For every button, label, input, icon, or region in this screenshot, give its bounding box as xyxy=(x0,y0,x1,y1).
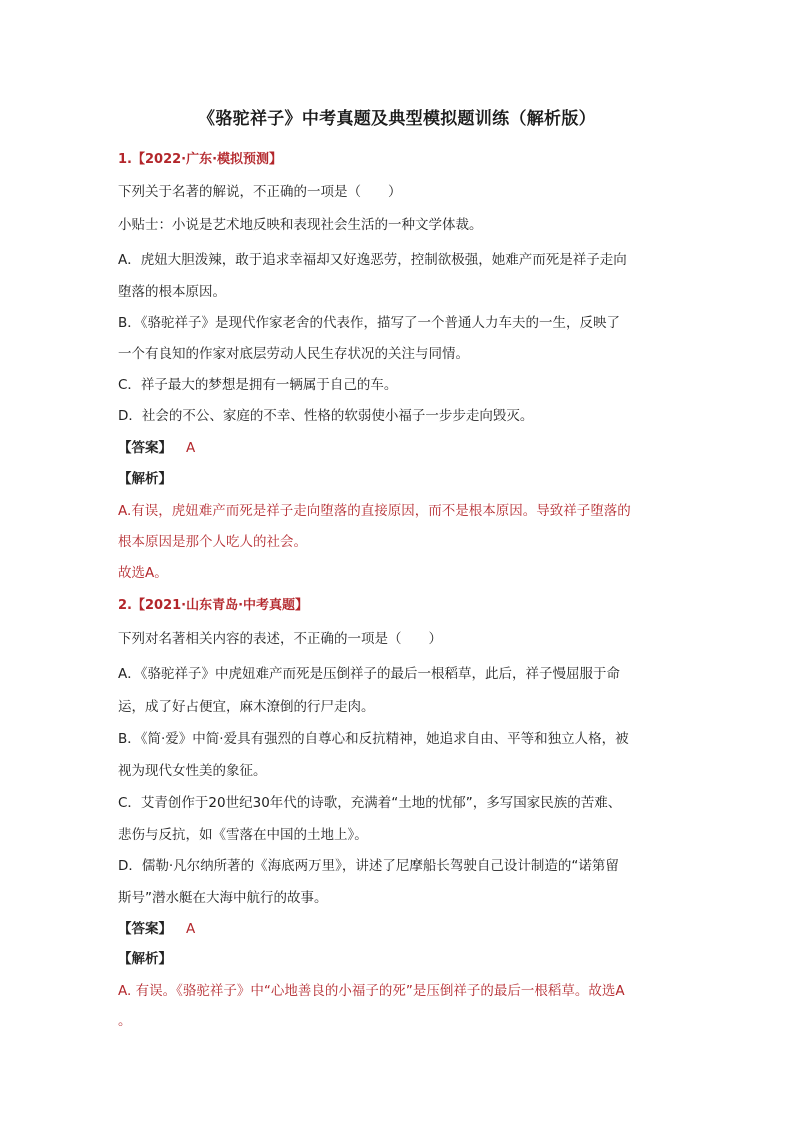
question-1-tip: 小贴士：小说是艺术地反映和表现社会生活的一种文学体裁。 xyxy=(118,217,483,233)
question-1-analysis-label: 【解析】 xyxy=(118,471,172,487)
question-1-option-line: C．祥子最大的梦想是拥有一辆属于自己的车。 xyxy=(118,377,398,393)
answer-label: 【答案】 xyxy=(118,440,172,456)
question-2-option-line: D．儒勒·凡尔纳所著的《海底两万里》，讲述了尼摩船长驾驶自己设计制造的“诺第留 xyxy=(118,858,619,874)
answer-value: A xyxy=(186,440,196,456)
question-1-option-line: A．虎妞大胆泼辣，敢于追求幸福却又好逸恶劳，控制欲极强，她难产而死是祥子走向 xyxy=(118,252,627,268)
question-2-analysis-line: 。 xyxy=(118,1013,132,1029)
question-2-stem: 下列对名著相关内容的表述，不正确的一项是（ ） xyxy=(118,631,442,647)
question-2-option-line: 视为现代女性美的象征。 xyxy=(118,763,267,779)
question-2-answer xyxy=(118,917,195,937)
answer-value: A xyxy=(186,921,196,937)
question-1-option-line: 堕落的根本原因。 xyxy=(118,284,226,300)
question-2-option-line: B．《简·爱》中简·爱具有强烈的自尊心和反抗精神，她追求自由、平等和独立人格，被 xyxy=(118,731,629,747)
question-1-option-line: 一个有良知的作家对底层劳动人民生存状况的关注与同情。 xyxy=(118,346,469,362)
question-1-answer xyxy=(118,436,195,456)
question-2-header: 2.【2021·山东青岛·中考真题】 xyxy=(118,598,309,613)
question-1-option-line: B．《骆驼祥子》是现代作家老舍的代表作，描写了一个普通人力车夫的一生，反映了 xyxy=(118,315,621,331)
question-2-option-line: 运，成了好占便宜，麻木潦倒的行尸走肉。 xyxy=(118,699,375,715)
document-title: 《骆驼祥子》中考真题及典型模拟题训练（解析版） xyxy=(198,109,596,129)
question-1-header: 1.【2022·广东·模拟预测】 xyxy=(118,152,283,167)
question-1-stem: 下列关于名著的解说，不正确的一项是（ ） xyxy=(118,184,402,200)
question-1-analysis-line: A.有误，虎妞难产而死是祥子走向堕落的直接原因，而不是根本原因。导致祥子堕落的 xyxy=(118,503,631,519)
question-2-analysis-label: 【解析】 xyxy=(118,951,172,967)
question-1-analysis-line: 根本原因是那个人吃人的社会。 xyxy=(118,534,307,550)
question-1-conclusion: 故选A。 xyxy=(118,565,168,581)
question-2-analysis-line: A. 有误。《骆驼祥子》中“心地善良的小福子的死”是压倒祥子的最后一根稻草。故选A xyxy=(118,983,625,999)
question-2-option-line: A．《骆驼祥子》中虎妞难产而死是压倒祥子的最后一根稻草，此后，祥子慢屈服于命 xyxy=(118,666,620,682)
question-2-option-line: C．艾青创作于20世纪30年代的诗歌，充满着“土地的忧郁”，多写国家民族的苦难、 xyxy=(118,795,622,811)
question-2-option-line: 斯号”潜水艇在大海中航行的故事。 xyxy=(118,890,328,906)
answer-label: 【答案】 xyxy=(118,921,172,937)
question-1-option-line: D．社会的不公、家庭的不幸、性格的软弱使小福子一步步走向毁灭。 xyxy=(118,408,534,424)
question-2-option-line: 悲伤与反抗，如《雪落在中国的土地上》。 xyxy=(118,827,368,843)
